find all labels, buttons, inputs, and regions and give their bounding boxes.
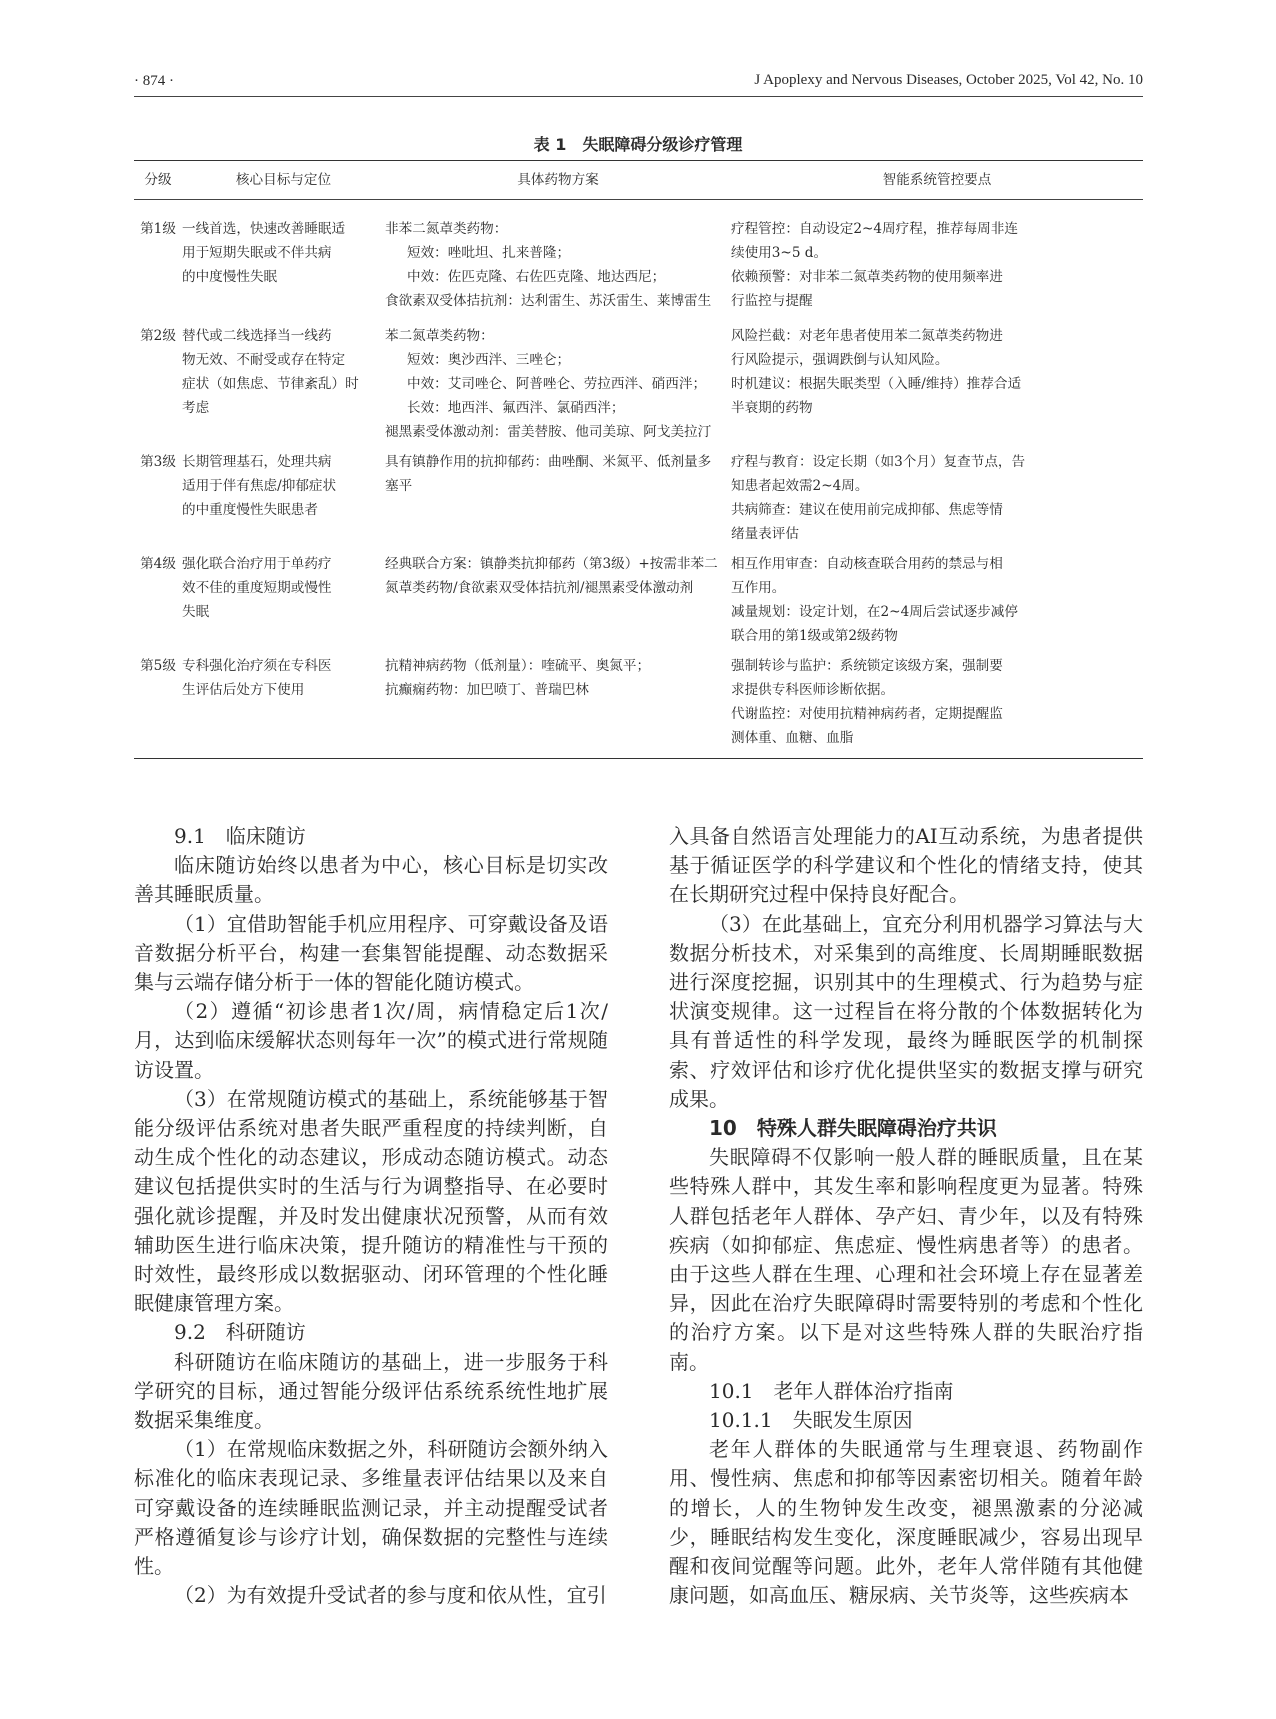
control-line: 强制转诊与监护：系统锁定该级方案，强制要	[731, 658, 1003, 674]
goal-line: 失眠	[182, 604, 210, 620]
control-cell	[731, 648, 1143, 759]
drug-line: 塞平	[385, 478, 413, 494]
goal-line: 替代或二线选择当一线药	[182, 328, 332, 344]
drug-line: 褪黑素受体激动剂：雷美替胺、他司美琼、阿戈美拉汀	[385, 424, 712, 440]
goal-cell	[182, 316, 385, 444]
control-line: 风险拦截：对老年患者使用苯二氮䓬类药物进	[731, 328, 1003, 344]
level-cell: 第5级	[140, 658, 176, 674]
control-line: 共病筛查：建议在使用前完成抑郁、焦虑等情	[731, 502, 1003, 518]
drugs-cell	[385, 200, 731, 317]
goal-line: 生评估后处方下使用	[182, 682, 305, 698]
drug-line: 中效：艾司唑仑、阿普唑仑、劳拉西泮、硝西泮；	[407, 376, 707, 392]
drug-line: 食欲素双受体拮抗剂：达利雷生、苏沃雷生、莱博雷生	[385, 293, 712, 309]
section-heading-10: 10 特殊人群失眠障碍治疗共识	[709, 1116, 997, 1141]
paragraph: （3）在此基础上，宜充分利用机器学习算法与大数据分析技术，对采集到的高维度、长周期睡眠数据进行深度挖掘，识别其中的生理模式、行为趋势与症状演变规律。这一过程旨在将分散的个体数据转化为具有普适性的科学发现，最终为睡眠医学的机制探索、疗效评估和诊疗优化提供坚实的数据支撑与研究成果。	[669, 911, 1143, 1111]
control-cell	[731, 444, 1143, 546]
paragraph: 临床随访始终以患者为中心，核心目标是切实改善其睡眠质量。	[134, 853, 608, 907]
level-cell: 第2级	[140, 328, 176, 344]
drugs-cell	[385, 648, 731, 759]
control-line: 知患者起效需2~4周。	[731, 478, 869, 494]
goal-cell	[182, 444, 385, 546]
paragraph: 失眠障碍不仅影响一般人群的睡眠质量，且在某些特殊人群中，其发生率和影响程度更为显著。特殊人群包括老年人群体、孕产妇、青少年，以及有特殊疾病（如抑郁症、焦虑症、慢性病患者等）的患者。由于这些人群在生理、心理和社会环境上存在显著差异，因此在治疗失眠障碍时需要特别的考虑和个性化的治疗方案。以下是对这些特殊人群的失眠治疗指南。	[669, 1145, 1143, 1374]
control-line: 绪量表评估	[731, 526, 799, 542]
page-number: · 874 ·	[134, 73, 174, 89]
paragraph: （2）遵循“初诊患者1次/周，病情稳定后1次/月，达到临床缓解状态则每年一次”的模式进行常规随访设置。	[134, 999, 608, 1082]
section-heading-10-1-1: 10.1.1 失眠发生原因	[709, 1408, 913, 1433]
paragraph: 老年人群体的失眠通常与生理衰退、药物副作用、慢性病、焦虑和抑郁等因素密切相关。随着年龄的增长，人的生物钟发生改变，褪黑激素的分泌减少，睡眠结构发生变化，深度睡眠减少，容易出现早醒和夜间觉醒等问题。此外，老年人常伴随有其他健康问题，如高血压、糖尿病、关节炎等，这些疾病本	[669, 1437, 1143, 1608]
drug-line: 中效：佐匹克隆、右佐匹克隆、地达西尼；	[407, 269, 666, 285]
paragraph: （3）在常规随访模式的基础上，系统能够基于智能分级评估系统对患者失眠严重程度的持续判断，自动生成个性化的动态建议，形成动态随访模式。动态建议包括提供实时的生活与行为调整指导、在必要时强化就诊提醒，并及时发出健康状况预警，从而有效辅助医生进行临床决策，提升随访的精准性与干预的时效性，最终形成以数据驱动、闭环管理的个性化睡眠健康管理方案。	[134, 1086, 608, 1316]
drugs-cell	[385, 444, 731, 546]
control-line: 时机建议：根据失眠类型（入睡/维持）推荐合适	[731, 376, 1022, 392]
drug-line: 抗癫痫药物：加巴喷丁、普瑞巴林	[385, 682, 589, 698]
drugs-cell	[385, 546, 731, 648]
left-column	[134, 822, 608, 1610]
control-line: 依赖预警：对非苯二氮䓬类药物的使用频率进	[731, 269, 1003, 285]
control-line: 疗程管控：自动设定2~4周疗程，推荐每周非连	[731, 221, 1018, 237]
drug-line: 短效：唑吡坦、扎来普隆；	[407, 245, 571, 261]
level-cell: 第4级	[140, 556, 176, 572]
table-row	[134, 546, 1143, 648]
control-line: 代谢监控：对使用抗精神病药者，定期提醒监	[731, 706, 1003, 722]
goal-cell	[182, 546, 385, 648]
header-goal: 核心目标与定位	[182, 161, 385, 200]
header-control: 智能系统管控要点	[731, 161, 1143, 200]
grading-table	[134, 160, 1143, 759]
table-row	[134, 648, 1143, 759]
paragraph: 科研随访在临床随访的基础上，进一步服务于科学研究的目标，通过智能分级评估系统系统性地扩展数据采集维度。	[134, 1349, 608, 1433]
control-line: 求提供专科医师诊断依据。	[731, 682, 895, 698]
goal-line: 效不佳的重度短期或慢性	[182, 580, 332, 596]
drug-line: 经典联合方案：镇静类抗抑郁药（第3级）+按需非苯二	[385, 556, 718, 572]
paragraph: （1）宜借助智能手机应用程序、可穿戴设备及语音数据分析平台，构建一套集智能提醒、动态数据采集与云端存储分析于一体的智能化随访模式。	[134, 911, 608, 995]
goal-cell	[182, 200, 385, 317]
paragraph: （1）在常规临床数据之外，科研随访会额外纳入标准化的临床表现记录、多维量表评估结果以及来自可穿戴设备的连续睡眠监测记录，并主动提醒受试者严格遵循复诊与诊疗计划，确保数据的完整性与连续性。	[134, 1437, 608, 1579]
control-line: 疗程与教育：设定长期（如3个月）复查节点，告	[731, 454, 1026, 470]
table-row	[134, 444, 1143, 546]
goal-line: 考虑	[182, 400, 210, 416]
paragraph: 入具备自然语言处理能力的AI互动系统，为患者提供基于循证医学的科学建议和个性化的情绪支持，使其在长期研究过程中保持良好配合。	[669, 824, 1143, 907]
drug-line: 具有镇静作用的抗抑郁药：曲唑酮、米氮平、低剂量多	[385, 454, 712, 470]
table-header-row	[134, 161, 1143, 200]
drug-line: 非苯二氮䓬类药物：	[385, 221, 508, 237]
section-heading-10-1: 10.1 老年人群体治疗指南	[709, 1378, 954, 1403]
drug-line: 苯二氮䓬类药物：	[385, 328, 494, 344]
control-cell	[731, 546, 1143, 648]
goal-line: 物无效、不耐受或存在特定	[182, 352, 346, 368]
control-line: 联合用的第1级或第2级药物	[731, 628, 898, 644]
goal-line: 的中度慢性失眠	[182, 269, 278, 285]
control-line: 测体重、血糖、血脂	[731, 730, 854, 746]
header-rule	[134, 96, 1143, 97]
header-drugs: 具体药物方案	[385, 161, 731, 200]
control-cell	[731, 316, 1143, 444]
goal-line: 一线首选，快速改善睡眠适	[182, 221, 346, 237]
level-cell: 第1级	[140, 221, 176, 237]
control-line: 行监控与提醒	[731, 293, 813, 309]
right-column	[669, 822, 1143, 1610]
paragraph: （2）为有效提升受试者的参与度和依从性，宜引	[174, 1583, 607, 1608]
journal-header: J Apoplexy and Nervous Diseases, October 2025, Vol 42, No. 10	[754, 72, 1143, 88]
control-line: 互作用。	[731, 580, 786, 596]
goal-line: 长期管理基石，处理共病	[182, 454, 332, 470]
control-cell	[731, 200, 1143, 317]
drug-line: 长效：地西泮、氟西泮、氯硝西泮；	[407, 400, 625, 416]
drug-line: 氮䓬类药物/食欲素双受体拮抗剂/褪黑素受体激动剂	[385, 580, 694, 596]
goal-line: 用于短期失眠或不伴共病	[182, 245, 332, 261]
control-line: 相互作用审查：自动核查联合用药的禁忌与相	[731, 556, 1003, 572]
control-line: 半衰期的药物	[731, 400, 813, 416]
section-heading-9-1: 9.1 临床随访	[174, 824, 306, 848]
header-level: 分级	[134, 161, 182, 200]
goal-cell	[182, 648, 385, 759]
drug-line: 短效：奥沙西泮、三唑仑；	[407, 352, 571, 368]
drugs-cell	[385, 316, 731, 444]
table-row	[134, 316, 1143, 444]
goal-line: 专科强化治疗须在专科医	[182, 658, 332, 674]
level-cell: 第3级	[140, 454, 176, 470]
control-line: 行风险提示，强调跌倒与认知风险。	[731, 352, 949, 368]
table-title: 表 1 失眠障碍分级诊疗管理	[533, 135, 743, 154]
goal-line: 症状（如焦虑、节律紊乱）时	[182, 376, 359, 392]
control-line: 减量规划：设定计划，在2~4周后尝试逐步减停	[731, 604, 1018, 620]
table-row	[134, 200, 1143, 317]
goal-line: 适用于伴有焦虑/抑郁症状	[182, 478, 337, 494]
goal-line: 强化联合治疗用于单药疗	[182, 556, 332, 572]
drug-line: 抗精神病药物（低剂量）：喹硫平、奥氮平；	[385, 658, 651, 674]
control-line: 续使用3~5 d。	[731, 245, 828, 261]
goal-line: 的中重度慢性失眠患者	[182, 502, 318, 518]
section-heading-9-2: 9.2 科研随访	[174, 1320, 306, 1345]
